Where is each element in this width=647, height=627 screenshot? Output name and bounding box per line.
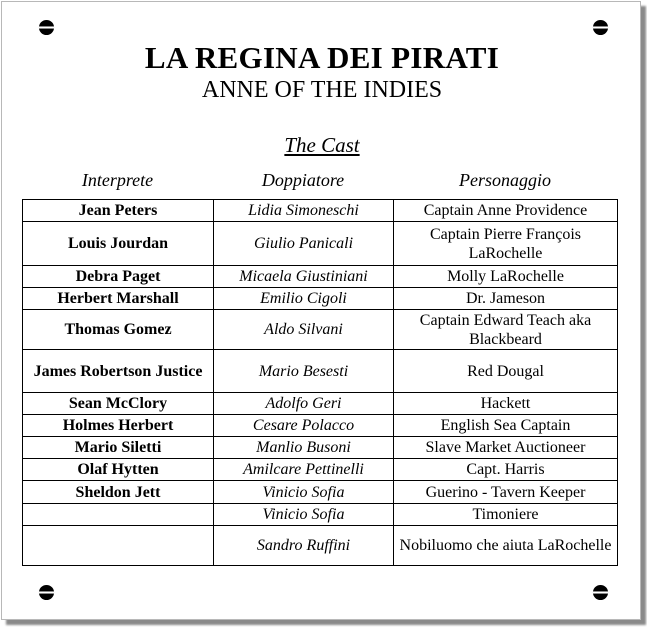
dubber-cell: Lidia Simoneschi — [214, 200, 394, 222]
character-cell: Dr. Jameson — [394, 288, 618, 310]
dubber-cell: Vinicio Sofia — [214, 504, 394, 526]
page-title: LA REGINA DEI PIRATI — [144, 40, 500, 75]
character-cell: Captain Pierre François LaRochelle — [394, 222, 618, 266]
cast-table — [22, 199, 618, 566]
dubber-cell: Adolfo Geri — [214, 393, 394, 415]
actor-cell: Sheldon Jett — [23, 481, 214, 504]
character-cell: Red Dougal — [394, 350, 618, 393]
plaque — [1, 1, 641, 620]
dubber-cell: Aldo Silvani — [214, 310, 394, 350]
dubber-cell: Micaela Giustiniani — [214, 266, 394, 288]
dubber-cell: Manlio Busoni — [214, 437, 394, 459]
table-row — [23, 266, 618, 288]
table-row — [23, 415, 618, 437]
dubber-cell: Sandro Ruffini — [214, 526, 394, 566]
table-row — [23, 526, 618, 566]
dubber-cell: Mario Besesti — [214, 350, 394, 393]
character-cell: Hackett — [394, 393, 618, 415]
screw-icon — [592, 19, 609, 36]
character-cell: Nobiluomo che aiuta LaRochelle — [394, 526, 618, 566]
dubber-cell: Amilcare Pettinelli — [214, 459, 394, 481]
table-row — [23, 459, 618, 481]
table-row — [23, 504, 618, 526]
table-row — [23, 350, 618, 393]
character-cell: Molly LaRochelle — [394, 266, 618, 288]
table-row — [23, 288, 618, 310]
section-heading: The Cast — [284, 133, 360, 157]
character-cell: Slave Market Auctioneer — [394, 437, 618, 459]
actor-cell: Mario Siletti — [23, 437, 214, 459]
table-row — [23, 393, 618, 415]
character-cell: English Sea Captain — [394, 415, 618, 437]
actor-cell: Debra Paget — [23, 266, 214, 288]
screw-icon — [592, 584, 609, 601]
table-row — [23, 310, 618, 350]
dubber-cell: Vinicio Sofia — [214, 481, 394, 504]
actor-cell: Louis Jourdan — [23, 222, 214, 266]
actor-cell: Herbert Marshall — [23, 288, 214, 310]
actor-cell: Holmes Herbert — [23, 415, 214, 437]
character-cell: Captain Edward Teach aka Blackbeard — [394, 310, 618, 350]
actor-cell: James Robertson Justice — [23, 350, 214, 393]
actor-cell: Sean McClory — [23, 393, 214, 415]
actor-cell: Olaf Hytten — [23, 459, 214, 481]
screw-icon — [38, 584, 55, 601]
page-subtitle: ANNE OF THE INDIES — [201, 77, 443, 103]
column-header-doppiatore: Doppiatore — [261, 170, 345, 190]
character-cell: Captain Anne Providence — [394, 200, 618, 222]
character-cell: Timoniere — [394, 504, 618, 526]
table-row — [23, 200, 618, 222]
dubber-cell: Emilio Cigoli — [214, 288, 394, 310]
character-cell: Capt. Harris — [394, 459, 618, 481]
column-header-interprete: Interprete — [81, 170, 154, 190]
dubber-cell: Giulio Panicali — [214, 222, 394, 266]
dubber-cell: Cesare Polacco — [214, 415, 394, 437]
actor-cell: Thomas Gomez — [23, 310, 214, 350]
table-row — [23, 222, 618, 266]
column-header-personaggio: Personaggio — [459, 170, 551, 190]
character-cell: Guerino - Tavern Keeper — [394, 481, 618, 504]
actor-cell — [23, 526, 214, 566]
screw-icon — [38, 19, 55, 36]
table-row — [23, 481, 618, 504]
actor-cell: Jean Peters — [23, 200, 214, 222]
actor-cell — [23, 504, 214, 526]
table-row — [23, 437, 618, 459]
